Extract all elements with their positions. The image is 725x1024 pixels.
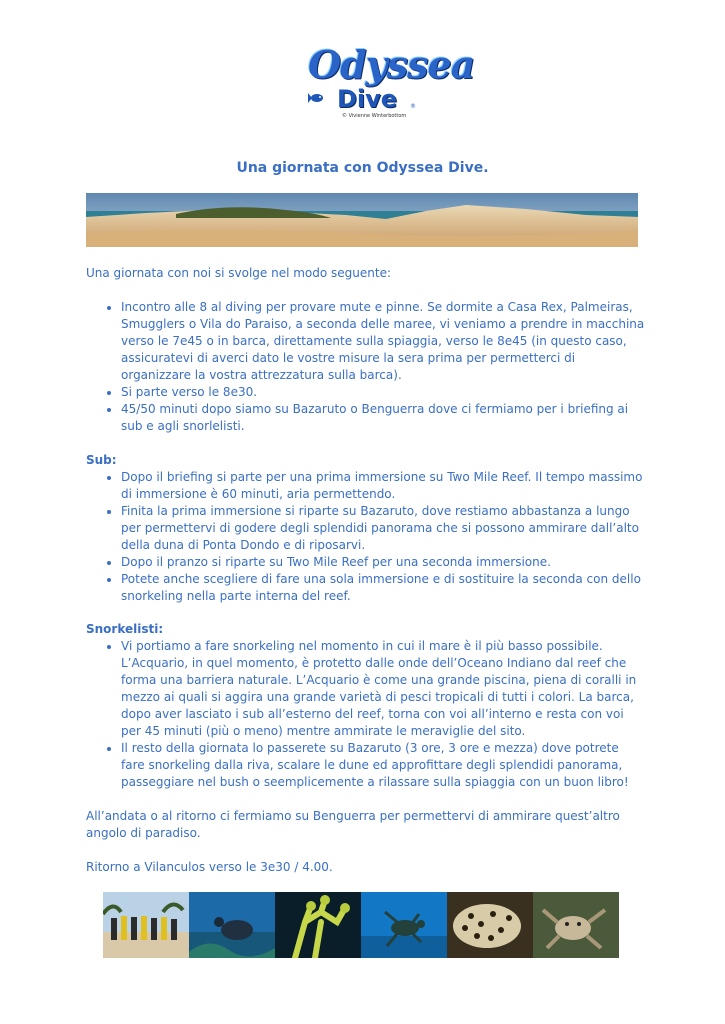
registered-mark: ® [410,103,416,110]
turtle-photo [361,892,447,958]
schedule-list [86,299,646,435]
page-title: Una giornata con Odyssea Dive. [236,160,489,176]
list-item: • Dopo il pranzo si riparte su Two Mile Reef per una seconda immersione. [121,554,646,571]
photo-strip [103,892,621,958]
moray-eel-photo [447,892,533,958]
underwater-diver-photo [189,892,275,958]
logo-credit: © Vivienne Winterbottom [342,113,407,119]
list-item: • Il resto della giornata lo passerete su Bazaruto (3 ore, 3 ore e mezza) dove potrete fare snorkeling dalla riva, scalare le dune ed approfittare degli splendidi panorama, passeggiare nel bush o seemplicemente a rilassare sulla spiaggia con un buon libro! [121,740,646,791]
snorkel-list [86,638,646,791]
return-text: Ritorno a Vilanculos verso le 3e30 / 4.00. [86,860,333,874]
list-item: • Dopo il briefing si parte per una prima immersione su Two Mile Reef. Il tempo massimo di immersione è 60 minuti, aria permettendo. [121,469,646,503]
beach-dunes-banner-image [86,193,638,247]
logo-dive-text: Dive [336,85,398,113]
list-item: • Potete anche scegliere di fare una sola immersione e di sostituire la seconda con dello snorkeling nella parte interna del reef. [121,571,646,605]
crab-photo [533,892,619,958]
divers-on-beach-photo [103,892,189,958]
sub-list [86,469,646,605]
logo-odyssea-text: Odyssea [308,42,475,87]
intro-text: Una giornata con noi si svolge nel modo seguente: [86,266,392,280]
list-item: • Si parte verso le 8e30. [121,384,646,401]
coral-photo [275,892,361,958]
list-item: • Vi portiamo a fare snorkeling nel momento in cui il mare è il più basso possibile. L’Acquario, in quel momento, è protetto dalle onde dell’Oceano Indiano dal reef che forma una barriera naturale. L’Acquario è come una grande piscina, piena di coralli in mezzo ai quali si aggira una grande varietà di pesci tropicali di tutti i colori. La barca, dopo aver lasciato i sub all’esterno del reef, torna con voi all’interno e resta con voi per 45 minuti (più o meno) mentre ammirate le meraviglie del sito. [121,638,646,740]
list-item: • Incontro alle 8 al diving per provare mute e pinne. Se dormite a Casa Rex, Palmeiras, Smugglers o Vila do Paraiso, a seconda delle maree, vi veniamo a prendre in macchina verso le 7e45 o in barca, direttamente sulla spiaggia, verso le 8e45 (in questo caso, assicuratevi di averci dato le vostre misure la sera prima per permetterci di organizzare la vostra attrezzatura sulla barca). [121,299,646,384]
sub-heading: Sub: [86,453,117,467]
odyssea-dive-logo [308,42,475,122]
closing-text: All’andata o al ritorno ci fermiamo su Benguerra per permettervi di ammirare quest’altro angolo di paradiso. [86,809,620,840]
snorkel-heading: Snorkelisti: [86,622,164,636]
list-item: • 45/50 minuti dopo siamo su Bazaruto o Benguerra dove ci fermiamo per i briefing ai sub e agli snorlelisti. [121,401,646,435]
list-item: • Finita la prima immersione si riparte su Bazaruto, dove restiamo abbastanza a lungo per permettervi di godere degli splendidi panorama che si possono ammirare dall’alto della duna di Ponta Dondo e di riposarvi. [121,503,646,554]
